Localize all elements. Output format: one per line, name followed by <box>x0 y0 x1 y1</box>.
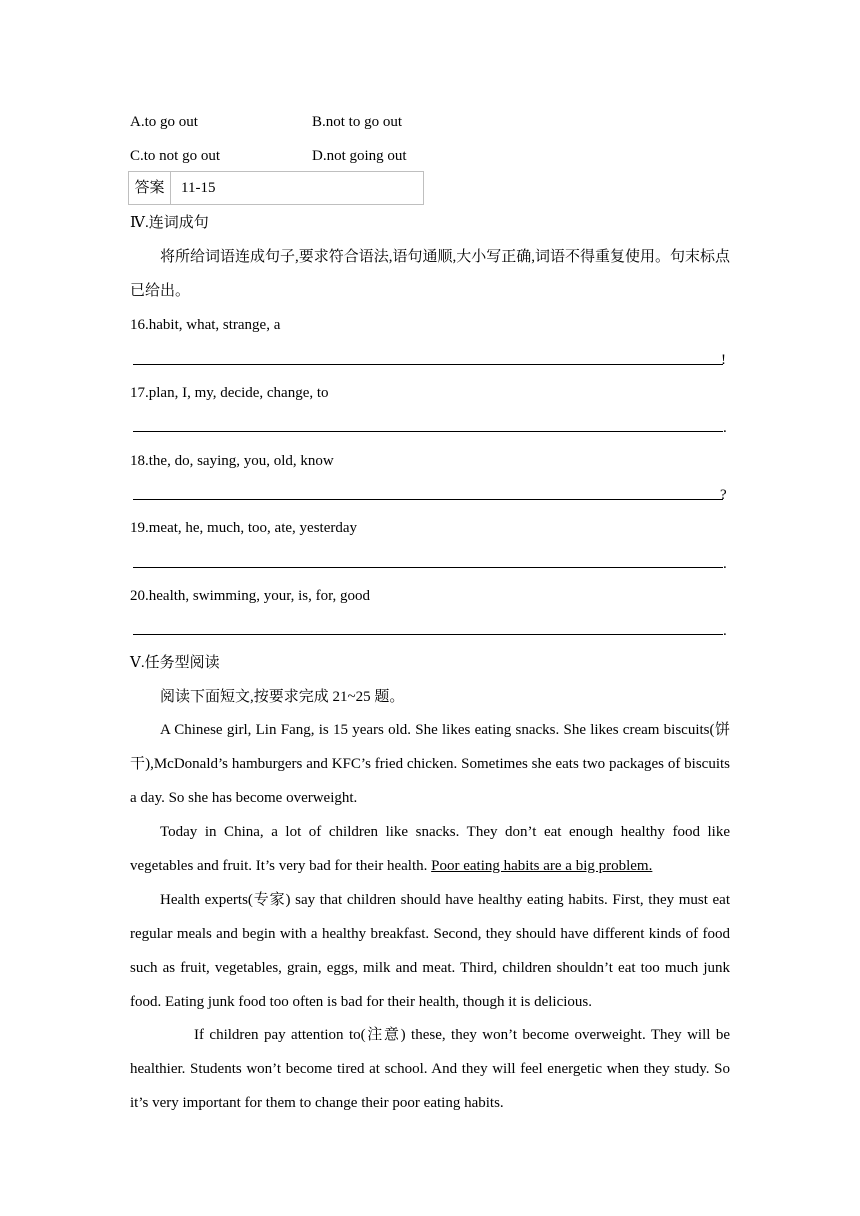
question-17-answer-line[interactable] <box>133 431 723 432</box>
option-b: B.not to go out <box>312 114 403 130</box>
passage-paragraph-3: Health experts(专家) say that children should have healthy eating habits. First, they must eat regular meals and begin with a healthy breakfast. Second, they should have different kinds of food such as fruit, vegetables, grain, eggs, milk and meat. Third, children shouldn’t eat too much junk food. Eating junk food too often is bad for their health, though it is delicious. <box>130 892 730 1010</box>
section-5-instruction: 阅读下面短文,按要求完成 21~25 题。 <box>160 689 405 705</box>
question-16-answer-line[interactable] <box>133 364 723 365</box>
question-19-prompt: 19.meat, he, much, too, ate, yesterday <box>130 520 358 536</box>
passage-paragraph-1: A Chinese girl, Lin Fang, is 15 years old. She likes eating snacks. She likes cream biscuits(饼干),McDonald’s hamburgers and KFC’s fried chicken. Sometimes she eats two packages of biscuits a day. So she has become overweight. <box>130 722 730 806</box>
underlined-sentence: Poor eating habits are a big problem. <box>431 858 653 874</box>
question-18-prompt: 18.the, do, saying, you, old, know <box>130 453 334 469</box>
option-a: A.to go out <box>130 114 198 130</box>
question-20-answer-line[interactable] <box>133 634 723 635</box>
question-17-prompt: 17.plan, I, my, decide, change, to <box>130 385 329 401</box>
passage-paragraph-4: If children pay attention to(注意) these, they won’t become overweight. They will be healthier. Students won’t become tired at school. And they will feel energetic when they study. So it’s very important for them to change their poor eating habits. <box>130 1027 730 1111</box>
section-4-heading: Ⅳ.连词成句 <box>130 215 209 231</box>
question-18-answer-line[interactable] <box>133 499 723 500</box>
section-4-instruction-2: 已给出。 <box>130 283 191 299</box>
question-18-punctuation: ? <box>720 487 727 503</box>
section-4-instruction-1: 将所给词语连成句子,要求符合语法,语句通顺,大小写正确,词语不得重复使用。句末标点 <box>160 249 731 265</box>
passage-paragraph-2: Today in China, a lot of children like snacks. They don’t eat enough healthy food like vegetables and fruit. It’s very bad for their health. Poor eating habits are a big problem. <box>130 824 730 874</box>
question-19-answer-line[interactable] <box>133 567 723 568</box>
question-16-prompt: 16.habit, what, strange, a <box>130 317 281 333</box>
answer-label: 答案 <box>129 172 171 204</box>
question-16-punctuation: ! <box>721 352 726 368</box>
answer-table <box>128 171 424 205</box>
question-17-punctuation: . <box>723 420 727 436</box>
question-19-punctuation: . <box>723 556 727 572</box>
question-20-prompt: 20.health, swimming, your, is, for, good <box>130 588 371 604</box>
answer-value: 11-15 <box>181 180 216 196</box>
option-c: C.to not go out <box>130 148 221 164</box>
option-d: D.not going out <box>312 148 407 164</box>
question-20-punctuation: . <box>723 623 727 639</box>
section-5-heading: Ⅴ.任务型阅读 <box>130 655 220 671</box>
